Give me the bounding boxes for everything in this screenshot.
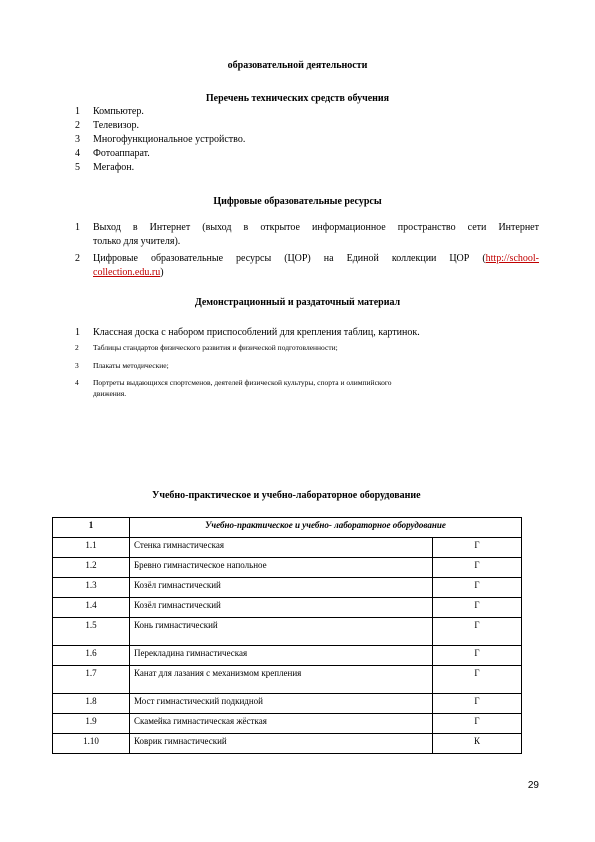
list-item: 1 Классная доска с набором приспособлений для крепления таблиц, картинок. (75, 327, 420, 338)
list-item: 3 Плакаты методические; (75, 361, 169, 370)
list-item: 2 Таблицы стандартов физического развития и физической подготовленности; (75, 343, 338, 352)
table-row: 1.10 Коврик гимнастический К (53, 734, 522, 754)
list-item: 2 Телевизор. (75, 120, 140, 131)
table-row: 1.2 Бревно гимнастическое напольное Г (53, 558, 522, 578)
table-row: 1.6 Перекладина гимнастическая Г (53, 646, 522, 666)
table-row: 1.4 Козёл гимнастический Г (53, 598, 522, 618)
table-row: 1.7 Канат для лазания с механизмом крепления Г (53, 666, 522, 694)
school-collection-link-cont[interactable]: collection.edu.ru (93, 267, 161, 278)
table-row: 1.9 Скамейка гимнастическая жёсткая Г (53, 714, 522, 734)
list-item: 1 Компьютер. (75, 106, 144, 117)
section-title-demo: Демонстрационный и раздаточный материал (194, 297, 401, 308)
equipment-table (52, 517, 522, 754)
section-title-tech: Перечень технических средств обучения (205, 93, 390, 104)
school-collection-link[interactable]: http://school- (485, 253, 539, 264)
list-item: 4 Фотоаппарат. (75, 148, 150, 159)
list-item: 2 Цифровые образовательные ресурсы (ЦОР) на Единой коллекции ЦОР (http://school- collection.edu.ru) (75, 253, 539, 278)
table-row: 1.8 Мост гимнастический подкидной Г (53, 694, 522, 714)
table-row: 1.3 Козёл гимнастический Г (53, 578, 522, 598)
section-title-digital: Цифровые образовательные ресурсы (213, 196, 382, 207)
heading-top: образовательной деятельности (227, 60, 368, 71)
list-item: 5 Мегафон. (75, 162, 135, 173)
list-item: 3 Многофункциональное устройство. (75, 134, 246, 145)
table-row: 1.5 Конь гимнастический Г (53, 618, 522, 646)
header-cell-num: 1 (53, 518, 130, 538)
table-row: 1.1 Стенка гимнастическая Г (53, 538, 522, 558)
list-item: 4 Портреты выдающихся спортсменов, деятелей физической культуры, спорта и олимпийского движения. (75, 378, 392, 398)
page-number: 29 (527, 780, 539, 791)
table-header-row (53, 518, 522, 538)
header-cell-title: Учебно-практическое и учебно- лабораторное оборудование (130, 518, 522, 538)
list-item: 1 Выход в Интернет (выход в открытое информационное пространство сети Интернет только для учителя). (75, 222, 539, 247)
section-title-equipment: Учебно-практическое и учебно-лабораторное оборудование (152, 490, 421, 501)
